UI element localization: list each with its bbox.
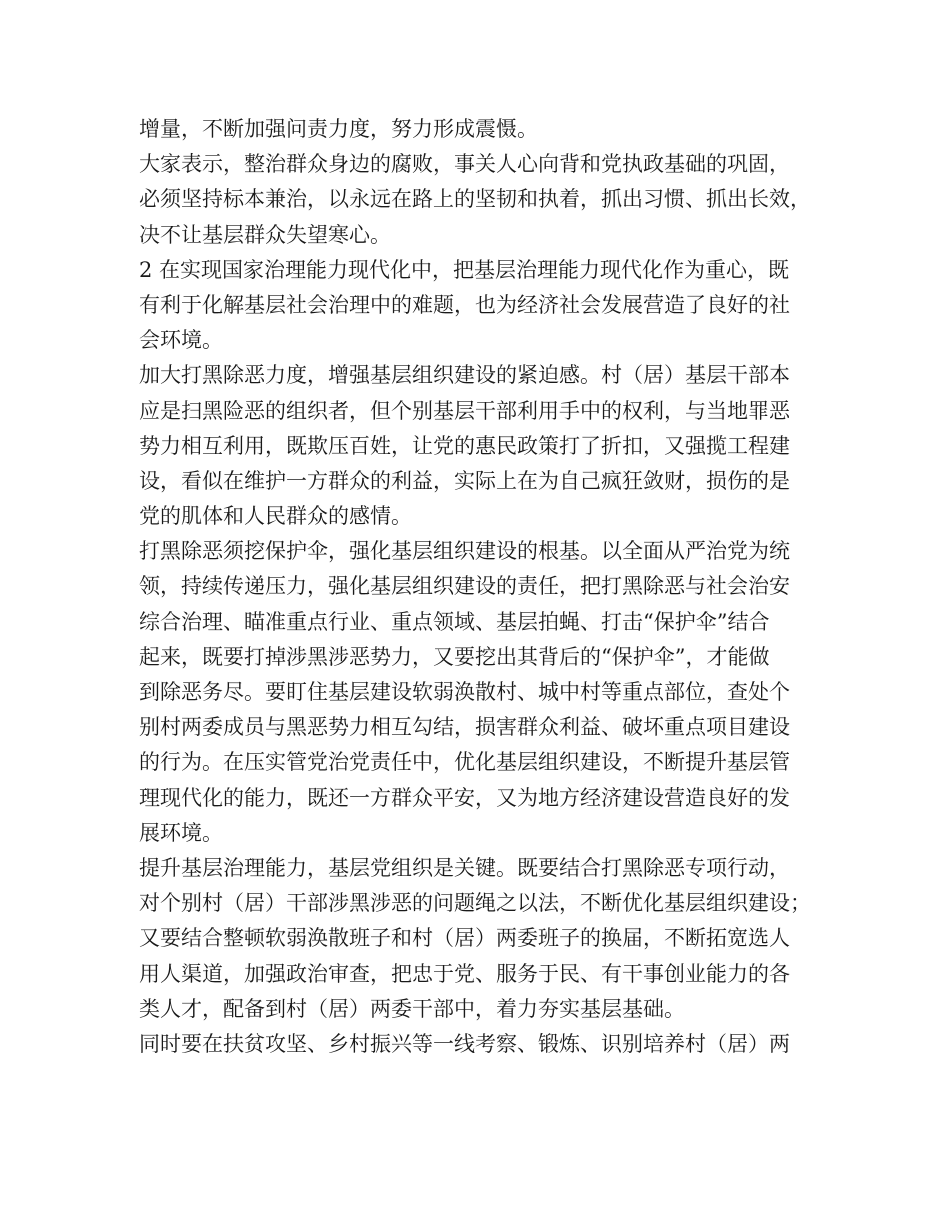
text-line: 会环境。 [139, 328, 223, 353]
text-line: 别村两委成员与黑恶势力相互勾结，损害群众利益、破坏重点项目建设 [139, 715, 790, 740]
text-line: 又要结合整顿软弱涣散班子和村（居）两委班子的换届，不断拓宽选人 [139, 926, 790, 951]
text-line: 增量，不断加强问责力度，努力形成震慑。 [139, 117, 538, 141]
paragraph [139, 534, 829, 851]
text-line: 类人才，配备到村（居）两委干部中，着力夯实基层基础。 [139, 996, 685, 1021]
text-line: 打黑除恶须挖保护伞，强化基层组织建设的根基。以全面从严治党为统 [139, 539, 790, 564]
text-line: 有利于化解基层社会治理中的难题，也为经济社会发展营造了良好的社 [139, 292, 790, 317]
text-line: 展环境。 [139, 820, 223, 845]
text-line: 党的肌体和人民群众的感情。 [139, 504, 412, 529]
paragraph [139, 1027, 829, 1062]
paragraph [139, 253, 829, 359]
text-line: 用人渠道，加强政治审查，把忠于党、服务于民、有干事创业能力的各 [139, 961, 790, 986]
paragraph [139, 147, 829, 253]
text-line: 决不让基层群众失望寒心。 [139, 222, 391, 247]
text-line: 同时要在扶贫攻坚、乡村振兴等一线考察、锻炼、识别培养村（居）两 [139, 1031, 790, 1056]
paragraph [139, 358, 829, 534]
text-line: 应是扫黑险恶的组织者，但个别基层干部利用手中的权利，与当地罪恶 [139, 398, 790, 423]
text-line: 2 在实现国家治理能力现代化中，把基层治理能力现代化作为重心，既 [139, 257, 790, 282]
text-line: 理现代化的能力，既还一方群众平安，又为地方经济建设营造良好的发 [139, 785, 790, 810]
text-line: 必须坚持标本兼治，以永远在路上的坚韧和执着，抓出习惯、抓出长效， [139, 187, 811, 212]
paragraph [139, 112, 829, 147]
paragraph [139, 851, 829, 1027]
text-line: 提升基层治理能力，基层党组织是关键。既要结合打黑除恶专项行动， [139, 855, 790, 880]
text-line: 综合治理、瞄准重点行业、重点领域、基层拍蝇、打击“保护伞”结合 [139, 609, 770, 634]
text-line: 加大打黑除恶力度，增强基层组织建设的紧迫感。村（居）基层干部本 [139, 363, 790, 388]
text-line: 的行为。在压实管党治党责任中，优化基层组织建设，不断提升基层管 [139, 750, 790, 775]
text-line: 到除恶务尽。要盯住基层建设软弱涣散村、城中村等重点部位，查处个 [139, 680, 790, 704]
text-line: 起来，既要打掉涉黑涉恶势力，又要挖出其背后的“保护伞”，才能做 [139, 644, 770, 669]
text-line: 大家表示，整治群众身边的腐败，事关人心向背和党执政基础的巩固， [139, 152, 790, 177]
text-line: 对个别村（居）干部涉黑涉恶的问题绳之以法，不断优化基层组织建设； [139, 891, 811, 916]
text-line: 领，持续传递压力，强化基层组织建设的责任，把打黑除恶与社会治安 [139, 574, 790, 599]
text-line: 设，看似在维护一方群众的利益，实际上在为自己疯狂敛财，损伤的是 [139, 468, 790, 493]
text-line: 势力相互利用，既欺压百姓，让党的惠民政策打了折扣，又强揽工程建 [139, 433, 790, 458]
document-body [139, 112, 829, 1062]
